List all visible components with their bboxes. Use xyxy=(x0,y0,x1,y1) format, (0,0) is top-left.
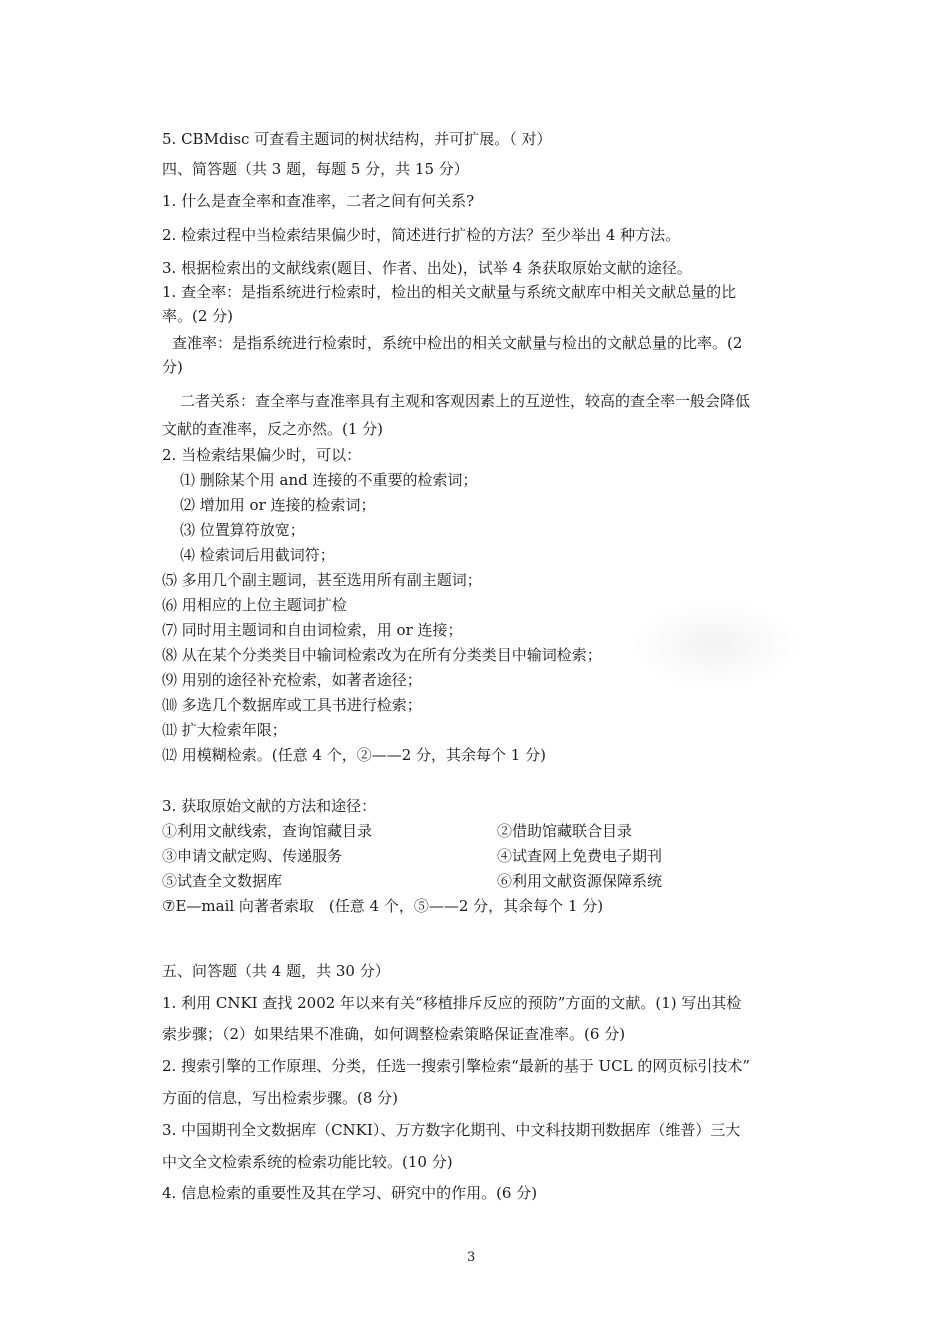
section-4-heading: 四、简答题（共 3 题，每题 5 分，共 15 分） xyxy=(162,160,469,178)
answer-2-item-1: ⑴ 删除某个用 and 连接的不重要的检索词； xyxy=(180,471,478,489)
scan-smudge xyxy=(630,600,800,690)
essay-4: 4. 信息检索的重要性及其在学习、研究中的作用。(6 分) xyxy=(162,1184,538,1202)
answer-3-item-1: ①利用文献线索，查询馆藏目录 xyxy=(162,822,373,840)
answer-2-item-10: ⑽ 多选几个数据库或工具书进行检索； xyxy=(162,696,422,714)
answer-1-line-5: 二者关系：查全率与查准率具有主观和客观因素上的互逆性，较高的查全率一般会降低 xyxy=(180,392,751,410)
answer-3-item-2: ②借助馆藏联合目录 xyxy=(497,822,633,840)
answer-3-item-4: ④试查网上免费电子期刊 xyxy=(497,847,663,865)
answer-3-item-6: ⑥利用文献资源保障系统 xyxy=(497,872,663,890)
answer-3-item-3: ③申请文献定购、传递服务 xyxy=(162,847,343,865)
essay-3-line-1: 3. 中国期刊全文数据库（CNKI）、万方数字化期刊、中文科技期刊数据库（维普）三大 xyxy=(162,1121,741,1139)
answer-2-item-11: ⑾ 扩大检索年限； xyxy=(162,721,287,739)
answer-2-item-9: ⑼ 用别的途径补充检索，如著者途径； xyxy=(162,671,422,689)
answer-2-item-8: ⑻ 从在某个分类类目中输词检索改为在所有分类类目中输词检索； xyxy=(162,646,602,664)
question-2: 2. 检索过程中当检索结果偏少时，简述进行扩检的方法？至少举出 4 种方法。 xyxy=(162,226,681,244)
answer-2-item-5: ⑸ 多用几个副主题词，甚至选用所有副主题词； xyxy=(162,571,482,589)
essay-2-line-1: 2. 搜索引擎的工作原理、分类，任选一搜索引擎检索“最新的基于 UCL 的网页标引技术” xyxy=(162,1057,751,1075)
answer-2-item-4: ⑷ 检索词后用截词符； xyxy=(180,546,335,564)
answer-1-line-3: 查准率：是指系统进行检索时，系统中检出的相关文献量与检出的文献总量的比率。(2 xyxy=(172,334,743,352)
section-5-heading: 五、问答题（共 4 题，共 30 分） xyxy=(162,962,390,980)
essay-1-line-1: 1. 利用 CNKI 查找 2002 年以来有关“移植排斥反应的预防”方面的文献。(1) 写出其检 xyxy=(162,994,742,1012)
answer-3-item-7: ⑦E—mail 向著者索取 (任意 4 个，⑤——2 分，其余每个 1 分) xyxy=(162,897,604,915)
answer-2-item-6: ⑹ 用相应的上位主题词扩检 xyxy=(162,596,347,614)
answer-2-item-2: ⑵ 增加用 or 连接的检索词； xyxy=(180,496,376,514)
question-3: 3. 根据检索出的文献线索(题目、作者、出处)，试举 4 条获取原始文献的途径。 xyxy=(162,259,692,277)
answer-2-item-7: ⑺ 同时用主题词和自由词检索，用 or 连接； xyxy=(162,621,463,639)
judgment-item-5: 5. CBMdisc 可查看主题词的树状结构，并可扩展。（ 对） xyxy=(162,130,552,148)
answer-2-item-3: ⑶ 位置算符放宽； xyxy=(180,521,305,539)
essay-2-line-2: 方面的信息，写出检索步骤。(8 分) xyxy=(162,1089,399,1107)
answer-1-line-2: 率。(2 分) xyxy=(162,307,234,325)
answer-2-item-12: ⑿ 用模糊检索。(任意 4 个，②——2 分，其余每个 1 分) xyxy=(162,746,546,764)
page-number: 3 xyxy=(467,1250,476,1265)
answer-3-item-5: ⑤试查全文数据库 xyxy=(162,872,283,890)
answer-1-line-1: 1. 查全率：是指系统进行检索时，检出的相关文献量与系统文献库中相关文献总量的比 xyxy=(162,283,737,301)
question-1: 1. 什么是查全率和查准率，二者之间有何关系? xyxy=(162,192,475,210)
answer-2-heading: 2. 当检索结果偏少时，可以： xyxy=(162,446,362,464)
essay-1-line-2: 索步骤；（2）如果结果不准确，如何调整检索策略保证查准率。(6 分) xyxy=(162,1025,626,1043)
essay-3-line-2: 中文全文检索系统的检索功能比较。(10 分) xyxy=(162,1153,453,1171)
answer-1-line-4: 分) xyxy=(162,358,183,376)
answer-1-line-6: 文献的查准率，反之亦然。(1 分) xyxy=(162,420,384,438)
answer-3-heading: 3. 获取原始文献的方法和途径： xyxy=(162,797,377,815)
